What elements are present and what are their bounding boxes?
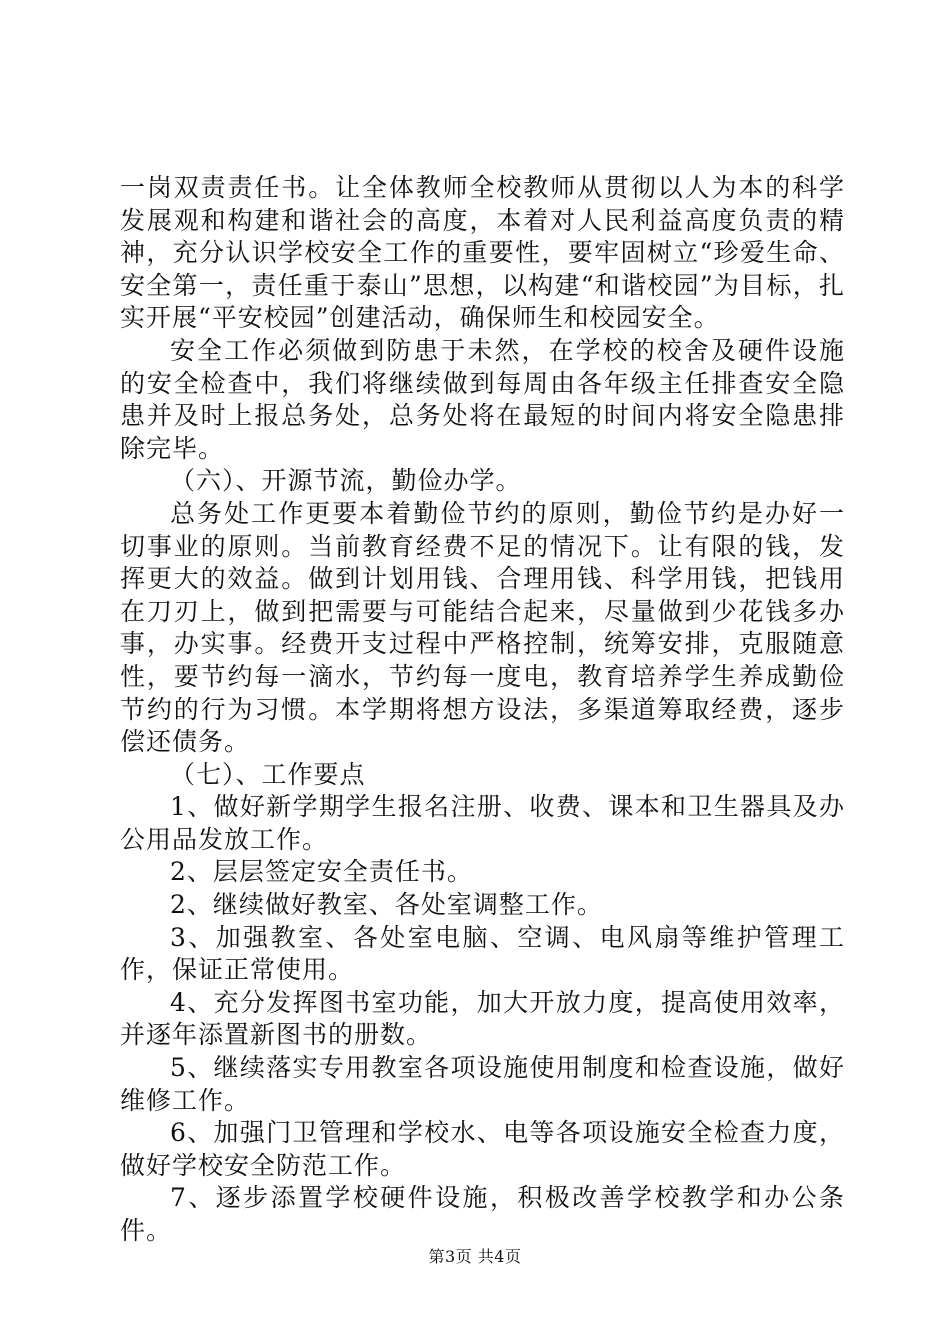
paragraph-frugality: 总务处工作更要本着勤俭节约的原则，勤俭节约是办好一切事业的原则。当前教育经费不足的情况下。让有限的钱，发挥更大的效益。做到计划用钱、合理用钱、科学用钱，把钱用在刀刃上，做到把需要与可能结合起来，尽量做到少花钱多办事，办实事。经费开支过程中严格控制，统筹安排，克服随意性，要节约每一滴水，节约每一度电，教育培养学生养成勤俭节约的行为习惯。本学期将想方设法，多渠道筹取经费，逐步偿还债务。: [120, 498, 845, 757]
work-point-item: 3、加强教室、各处室电脑、空调、电风扇等维护管理工作，保证正常使用。: [120, 922, 845, 985]
work-point-item: 2、继续做好教室、各处室调整工作。: [170, 890, 603, 920]
document-body: [120, 172, 845, 1248]
work-point-item: 1、做好新学期学生报名注册、收费、课本和卫生器具及办公用品发放工作。: [120, 792, 845, 854]
paragraph-continuation: 一岗双责责任书。让全体教师全校教师从贯彻以人为本的科学发展观和构建和谐社会的高度，本着对人民利益高度负责的精神，充分认识学校安全工作的重要性，要牢固树立“珍爱生命、安全第一，责任重于泰山”思想，以构建“和谐校园”为目标，扎实开展“平安校园”创建活动，确保师生和校园安全。: [120, 173, 845, 333]
work-point-item: 5、继续落实专用教室各项设施使用制度和检查设施，做好维修工作。: [120, 1053, 845, 1115]
work-point-item: 2、层层签定安全责任书。: [170, 857, 473, 887]
work-point-item: 6、加强门卫管理和学校水、电等各项设施安全检查力度，做好学校安全防范工作。: [120, 1118, 845, 1180]
section-heading-six: （六）、开源节流，勤俭办学。: [170, 466, 522, 496]
section-heading-seven: （七）、工作要点: [170, 759, 366, 789]
page-number-footer: 第3页 共4页: [428, 1247, 522, 1266]
work-point-item: 4、充分发挥图书室功能，加大开放力度，提高使用效率，并逐年添置新图书的册数。: [120, 987, 845, 1050]
work-point-item: 7、逐步添置学校硬件设施，积极改善学校教学和办公条件。: [120, 1183, 845, 1245]
paragraph-safety-inspection: 安全工作必须做到防患于未然，在学校的校舍及硬件设施的安全检查中，我们将继续做到每周由各年级主任排查安全隐患并及时上报总务处，总务处将在最短的时间内将安全隐患排除完毕。: [120, 335, 845, 463]
